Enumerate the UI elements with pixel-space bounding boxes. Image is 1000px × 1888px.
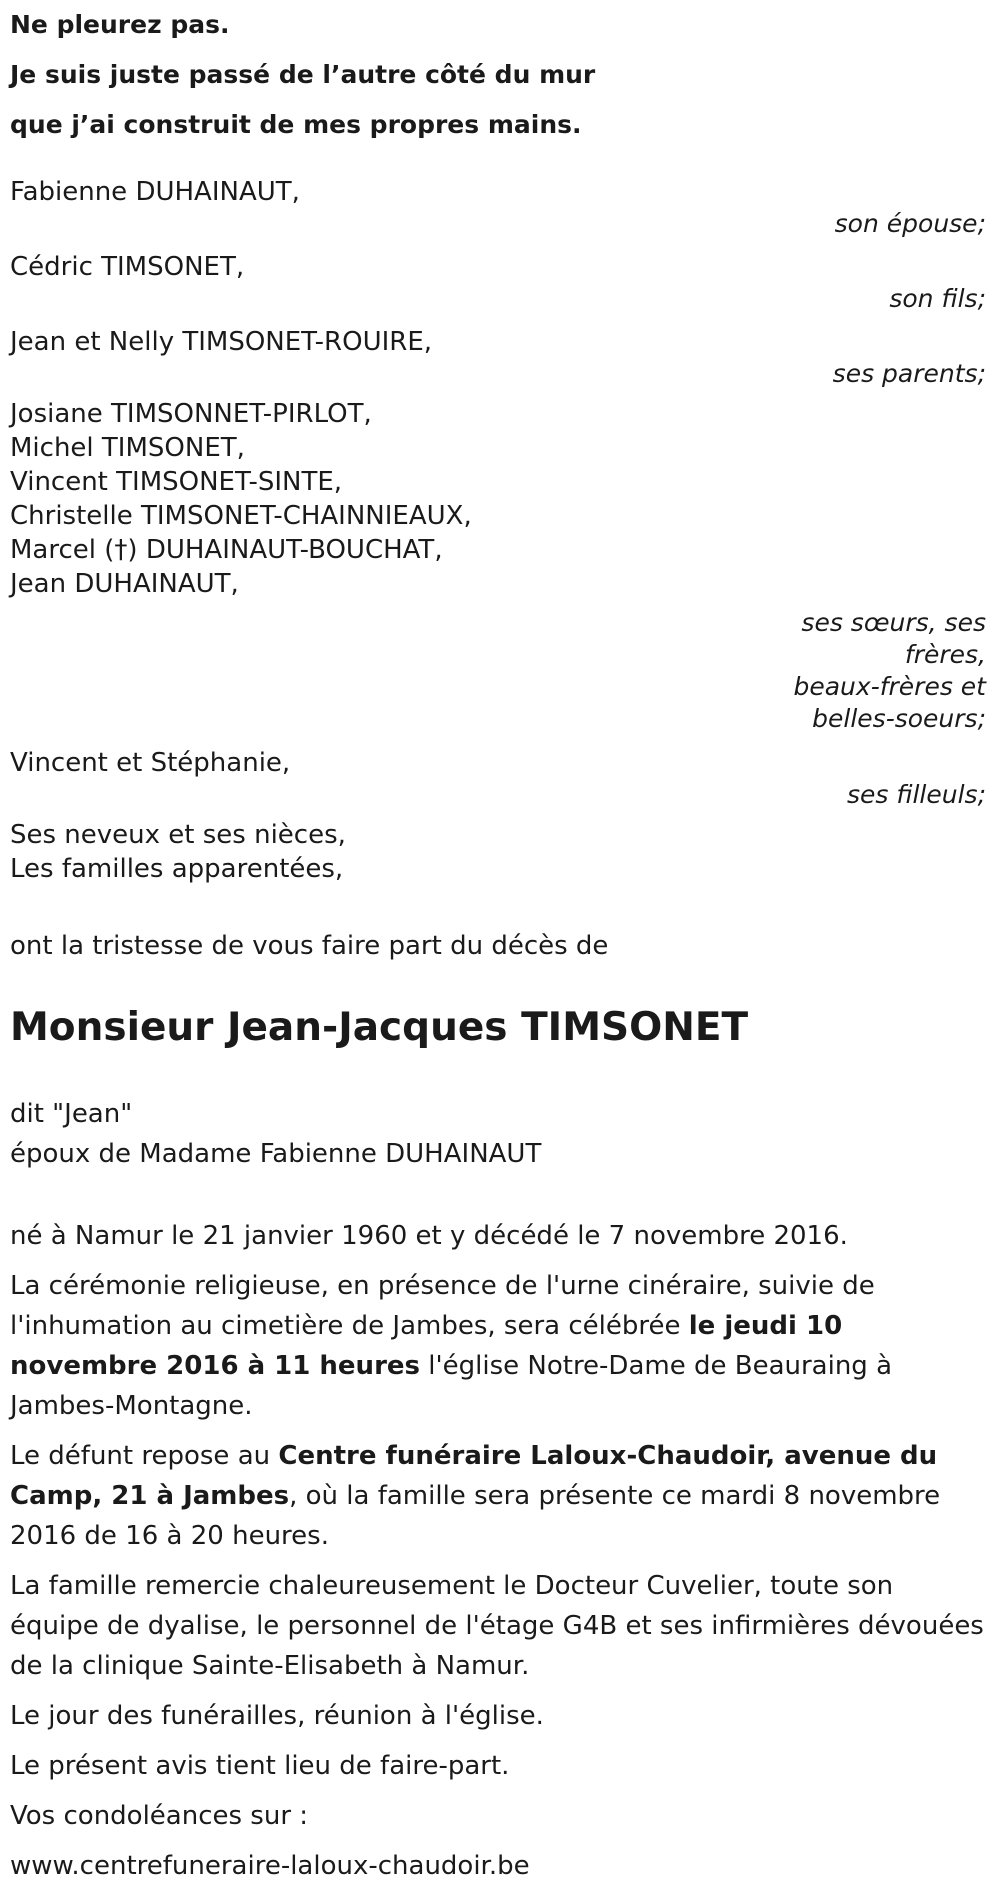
family-member-name: Ses neveux et ses nièces, [10,820,346,850]
ceremony-date: le jeudi 10 novembre 2016 à 11 heures [10,1311,843,1381]
family-group-godchildren [10,743,990,810]
nickname: dit "Jean" [10,1099,133,1129]
family-role: son fils; [889,284,986,313]
opening-quote [10,0,990,150]
family-member-name: Marcel (†) DUHAINAUT-BOUCHAT, [10,535,443,565]
family-member-name: Cédric TIMSONET, [10,252,245,282]
family-member-name: Les familles apparentées, [10,854,344,884]
rest-text: Le défunt repose au [10,1441,279,1471]
family-role: ses filleuls; [846,780,986,809]
ceremony-text: La cérémonie religieuse, en présence de l'urne cinéraire, suivie de l'inhumation au cimetière de Jambes, sera célébrée [10,1271,875,1341]
family-role-line: ses sœurs, ses frères, [801,608,986,669]
family-group-spouse [10,172,990,239]
family-list [10,172,990,886]
condolences-label: Vos condoléances sur : [10,1801,309,1831]
family-member-name: Josiane TIMSONNET-PIRLOT, [10,399,372,429]
birth-death-line: né à Namur le 21 janvier 1960 et y décédé le 7 novembre 2016. [10,1221,848,1251]
family-member-name: Michel TIMSONET, [10,433,245,463]
family-member-name: Christelle TIMSONET-CHAINNIEAUX, [10,501,472,531]
ceremony-location: l'église Notre-Dame de Beauraing à Jambes-Montagne. [10,1351,893,1421]
obituary-notice [10,0,990,1886]
family-member-name: Fabienne DUHAINAUT, [10,177,300,207]
family-role: ses parents; [832,359,986,388]
spouse-line: époux de Madame Fabienne DUHAINAUT [10,1139,542,1169]
family-role [786,607,990,735]
funeral-meeting: Le jour des funérailles, réunion à l'église. [10,1701,544,1731]
website-link[interactable]: www.centrefuneraire-laloux-chaudoir.be [10,1851,530,1881]
quote-line: que j’ai construit de mes propres mains. [10,110,582,139]
family-member-name: Vincent TIMSONET-SINTE, [10,467,343,497]
family-role-line: belles-soeurs; [812,704,986,733]
family-role: son épouse; [834,209,986,238]
family-group-son [10,247,990,314]
family-group-parents [10,322,990,389]
family-member-name: Vincent et Stéphanie, [10,748,291,778]
family-member-name: Jean et Nelly TIMSONET-ROUIRE, [10,327,433,357]
visitation-info: , où la famille sera présente ce mardi 8 novembre 2016 de 16 à 20 heures. [10,1481,941,1551]
quote-line: Je suis juste passé de l’autre côté du mur [10,60,596,89]
thanks-paragraph: La famille remercie chaleureusement le Docteur Cuvelier, toute son équipe de dyalise, le personnel de l'étage G4B et ses infirmières dévouées de la clinique Sainte-Elisabeth à Namur. [10,1571,984,1681]
quote-line: Ne pleurez pas. [10,10,230,39]
announcement-intro: ont la tristesse de vous faire part du décès de [10,931,609,961]
funeral-home: Centre funéraire Laloux-Chaudoir, avenue du Camp, 21 à Jambes [10,1441,938,1511]
family-member-name: Jean DUHAINAUT, [10,569,239,599]
rest-paragraph [10,1436,990,1556]
deceased-details [10,1094,990,1174]
family-role-line: beaux-frères et [793,672,986,701]
notice-line: Le présent avis tient lieu de faire-part. [10,1751,510,1781]
family-group-relatives [10,818,990,886]
deceased-name: Monsieur Jean-Jacques TIMSONET [10,1005,749,1050]
ceremony-paragraph [10,1266,990,1426]
family-group-siblings [10,397,990,735]
